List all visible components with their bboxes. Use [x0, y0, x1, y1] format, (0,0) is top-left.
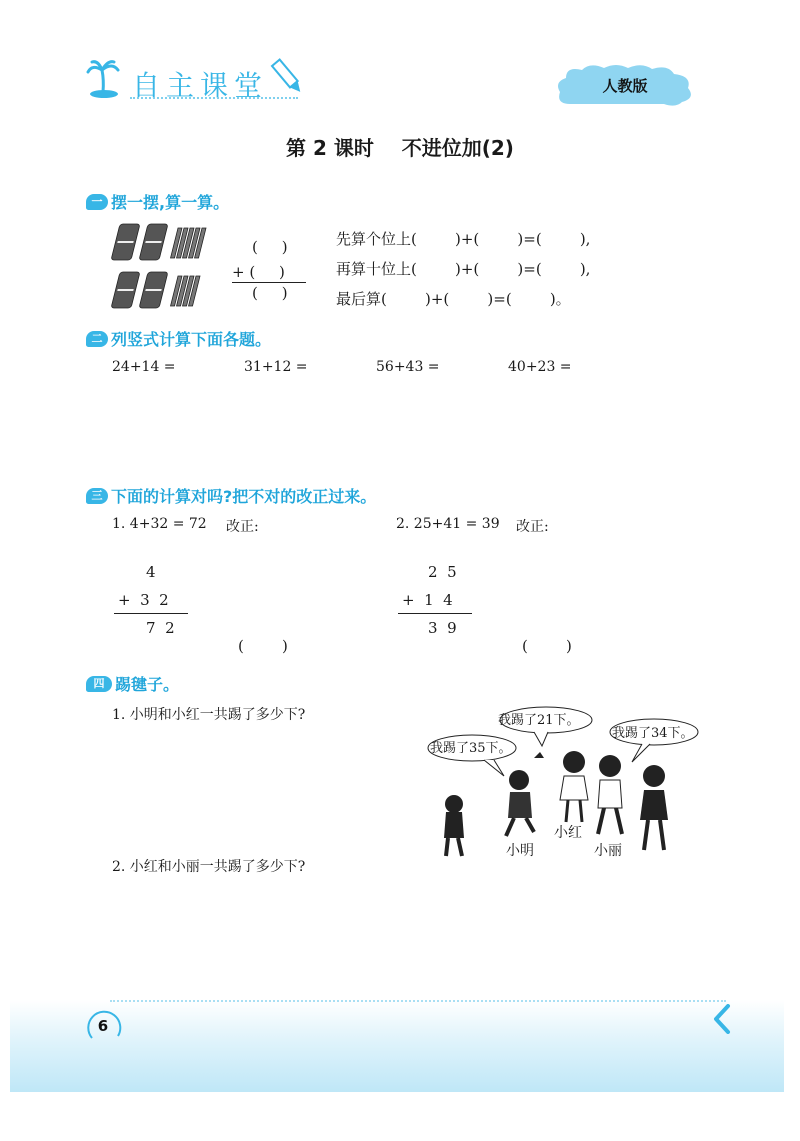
name-label-xiaohong: 小红 — [554, 825, 582, 841]
check-statement-2: 2. 25+41 = 39 — [396, 516, 500, 532]
name-label-xiaoming: 小明 — [506, 843, 534, 859]
brand-title: 自主课堂 — [132, 69, 269, 102]
lesson-title: 第 2 课时 不进位加(2) — [286, 136, 514, 160]
correction-label-1: 改正: — [226, 519, 259, 535]
name-label-xiaoli: 小丽 — [594, 843, 622, 859]
problem-1: 24+14 = — [112, 359, 176, 375]
check1-row-2: + 3 2 — [118, 591, 169, 609]
check-statement-1: 1. 4+32 = 72 — [112, 516, 207, 532]
check1-rule — [114, 613, 188, 614]
edition-label: 人教版 — [602, 77, 648, 95]
vertical-rule — [232, 282, 306, 283]
section-title: 列竖式计算下面各题。 — [111, 330, 272, 349]
step-final-line: 最后算( )+( )=( )。 — [336, 290, 571, 308]
check2-row-2: + 1 4 — [402, 591, 453, 609]
problem-2: 31+12 = — [244, 359, 308, 375]
footer-divider — [110, 1000, 726, 1002]
question-2: 2. 小红和小丽一共踢了多少下? — [112, 859, 306, 875]
section-1-heading — [86, 190, 229, 213]
check1-row-1: 4 — [146, 563, 156, 581]
correction-label-2: 改正: — [516, 519, 549, 535]
counting-sticks-image — [110, 218, 214, 312]
footer-band — [10, 1000, 784, 1092]
section-title: 摆一摆,算一算。 — [111, 193, 230, 212]
section-2-heading — [86, 327, 271, 350]
section-number-badge: 一 — [86, 194, 108, 210]
section-4-heading — [86, 672, 179, 695]
check2-result: 3 9 — [428, 619, 457, 637]
vertical-result-blank: ( ) — [252, 284, 288, 302]
speech-bubble-34: 我踢了34下。 — [612, 726, 694, 741]
judge-blank-1: ( ) — [238, 637, 288, 655]
check1-result: 7 2 — [146, 619, 175, 637]
section-number-badge: 三 — [86, 488, 108, 504]
step-ones-line: 先算个位上( )+( )=( ), — [336, 230, 591, 248]
judge-blank-2: ( ) — [522, 637, 572, 655]
question-1: 1. 小明和小红一共踢了多少下? — [112, 707, 306, 723]
section-title: 下面的计算对吗?把不对的改正过来。 — [111, 487, 377, 506]
vertical-top-blank: ( ) — [252, 238, 288, 256]
section-title: 踢毽子。 — [115, 675, 180, 694]
vertical-addend-blank: + ( ) — [232, 263, 285, 281]
check2-rule — [398, 613, 472, 614]
problem-4: 40+23 = — [508, 359, 572, 375]
speech-bubble-35: 我踢了35下。 — [430, 741, 512, 756]
check2-row-1: 2 5 — [428, 563, 457, 581]
problem-3: 56+43 = — [376, 359, 440, 375]
page-number: 6 — [97, 1017, 109, 1035]
step-tens-line: 再算十位上( )+( )=( ), — [336, 260, 591, 278]
chevron-left-icon — [712, 1004, 732, 1034]
brand-divider — [130, 97, 298, 99]
section-3-heading — [86, 484, 376, 507]
speech-bubble-21: 我踢了21下。 — [498, 713, 580, 728]
section-number-badge: 二 — [86, 331, 108, 347]
section-number-badge: 四 — [86, 676, 112, 692]
